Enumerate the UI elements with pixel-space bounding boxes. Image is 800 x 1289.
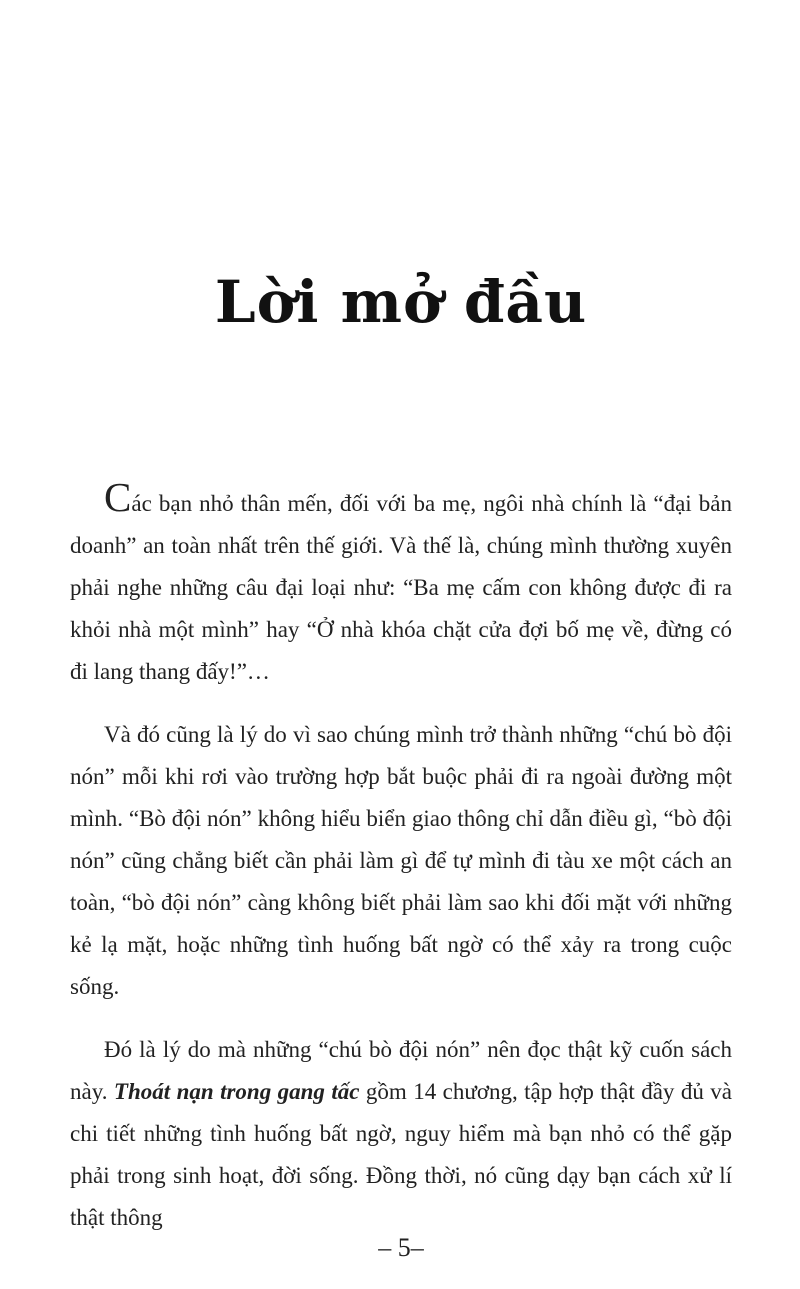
paragraph-3 [70, 1029, 732, 1239]
paragraph-2: Và đó cũng là lý do vì sao chúng mình trở thành những “chú bò đội nón” mỗi khi rơi vào trường hợp bắt buộc phải đi ra ngoài đường một mình. “Bò đội nón” không hiểu biển giao thông chỉ dẫn điều gì, “bò đội nón” cũng chẳng biết cần phải làm gì để tự mình đi tàu xe một cách an toàn, “bò đội nón” càng không biết phải làm sao khi đối mặt với những kẻ lạ mặt, hoặc những tình huống bất ngờ có thể xảy ra trong cuộc sống. [70, 722, 732, 999]
book-title-emphasis: Thoát nạn trong gang tấc [113, 1079, 360, 1104]
page-number: – 5– [378, 1233, 424, 1262]
paragraph-1 [70, 474, 732, 693]
body-text [70, 474, 732, 1260]
page-title: Lời mở đầu [214, 268, 588, 336]
dropcap-initial: C [104, 474, 132, 520]
paragraph-1-text: ác bạn nhỏ thân mến, đối với ba mẹ, ngôi nhà chính là “đại bản doanh” an toàn nhất trên thế giới. Và thế là, chúng mình thường xuyên phải nghe những câu đại loại như: “Ba mẹ cấm con không được đi ra khỏi nhà một mình” hay “Ở nhà khóa chặt cửa đợi bố mẹ về, đừng có đi lang thang đấy!”… [70, 491, 732, 684]
book-page [70, 0, 732, 1289]
paragraph-3-before: Đó là lý do mà những “chú bò đội nón” nên đọc thật kỹ cuốn sách này. [70, 1037, 732, 1104]
paragraph-3-after: gồm 14 chương, tập hợp thật đầy đủ và chi tiết những tình huống bất ngờ, nguy hiểm mà bạn nhỏ có thể gặp phải trong sinh hoạt, đời sống. Đồng thời, nó cũng dạy bạn cách xử lí thật thông [70, 1079, 732, 1230]
